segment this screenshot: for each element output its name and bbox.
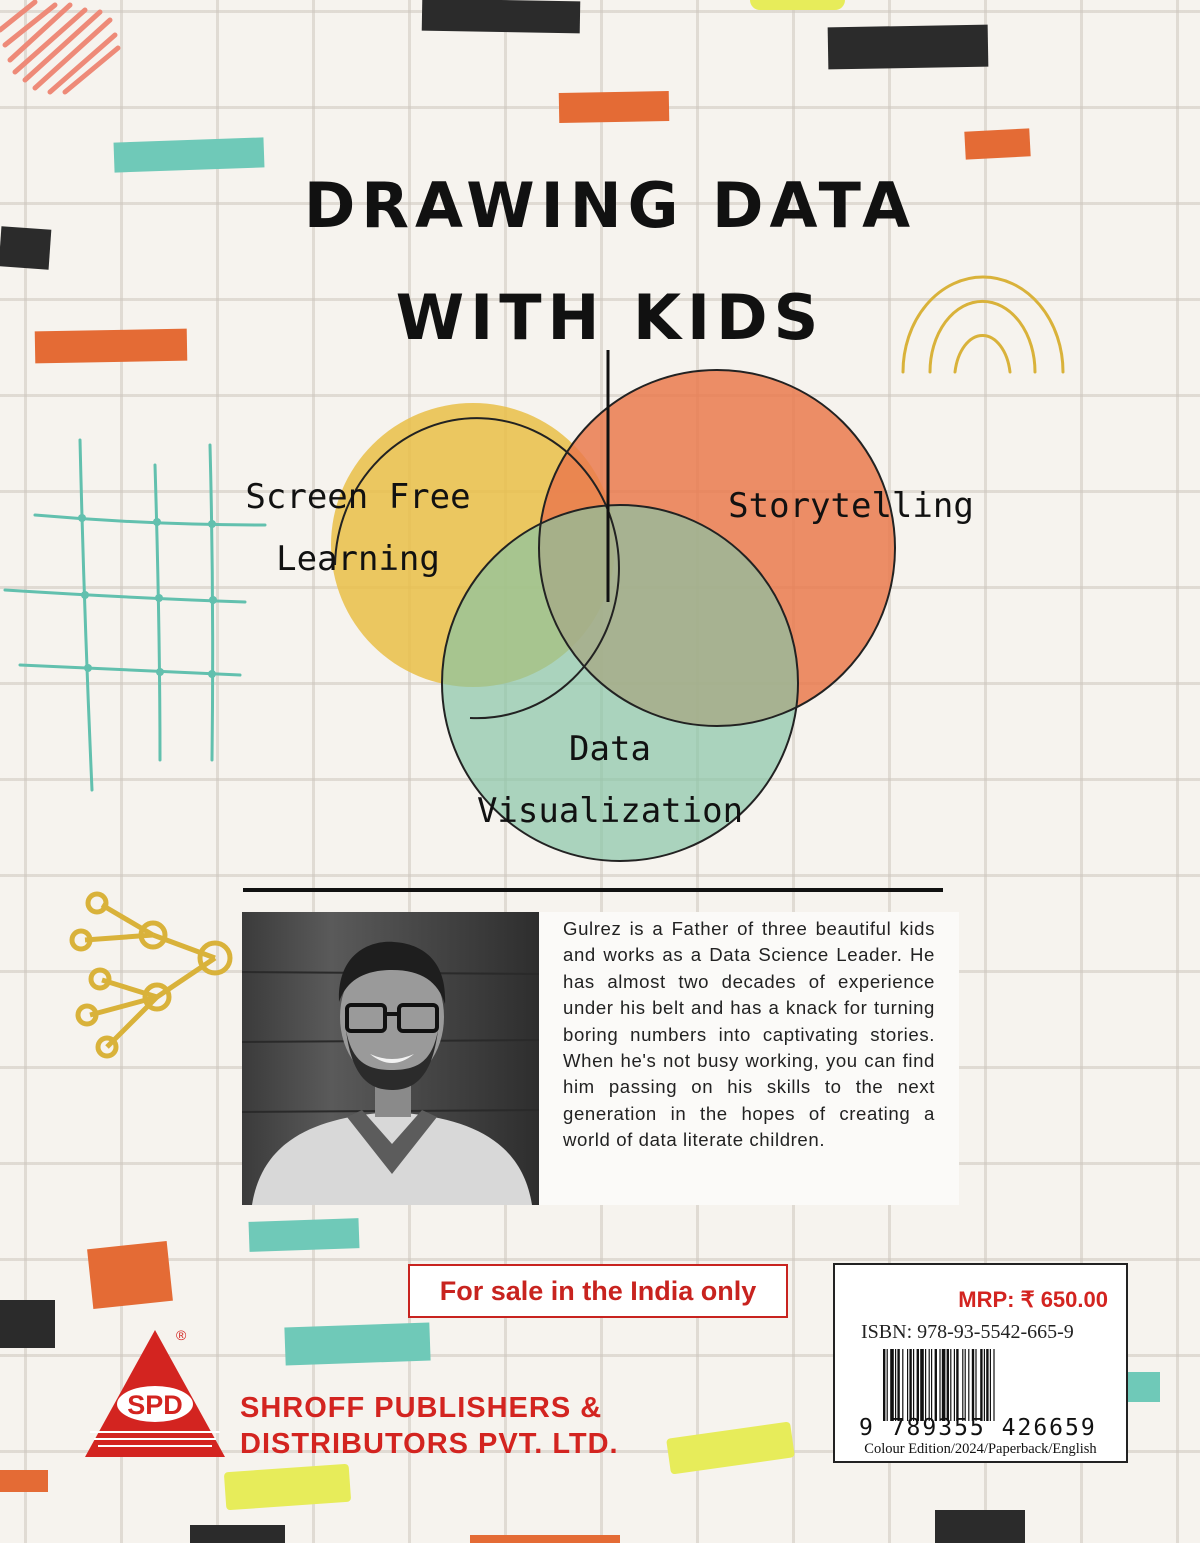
spd-logo [80, 1322, 230, 1462]
section-divider [243, 888, 943, 892]
barcode-bar [902, 1349, 903, 1421]
barcode-bar [986, 1349, 988, 1421]
pink-scribble-decoration [0, 0, 130, 100]
barcode-bar [962, 1349, 963, 1421]
tape-strip-decoration [964, 128, 1030, 159]
tape-strip-decoration [0, 226, 51, 269]
spd-logo-text: SPD [127, 1390, 183, 1420]
barcode-bar [972, 1349, 974, 1421]
venn-label-bottom-line2: Visualization [476, 791, 744, 831]
mrp-price: MRP: ₹ 650.00 [958, 1287, 1108, 1312]
barcode-bar [887, 1349, 888, 1421]
venn-label-screen-free-learning [218, 466, 498, 590]
tape-strip-decoration [0, 1300, 55, 1348]
barcode-bar [935, 1349, 937, 1421]
book-title-line2: WITH KIDS [395, 281, 825, 354]
barcode-bar [942, 1349, 946, 1421]
tape-strip-decoration [559, 91, 670, 123]
tape-strip-decoration [0, 1470, 48, 1492]
venn-label-data-visualization [460, 718, 760, 842]
barcode-bar [920, 1349, 924, 1421]
registered-mark: ® [176, 1327, 187, 1343]
tape-strip-decoration [249, 1218, 360, 1252]
tape-strip-decoration [190, 1525, 285, 1543]
tape-strip-decoration [35, 329, 188, 364]
book-title [260, 150, 960, 374]
tape-strip-decoration [935, 1510, 1025, 1543]
barcode-bar [931, 1349, 932, 1421]
barcode-bar [993, 1349, 994, 1421]
barcode-bar [883, 1349, 885, 1421]
publisher-name-line1: SHROFF PUBLISHERS & [240, 1392, 603, 1424]
barcode-digits: 9 789355 426659 [859, 1415, 1097, 1441]
barcode-bar [913, 1349, 914, 1421]
publisher-name-line2: DISTRIBUTORS PVT. LTD. [240, 1428, 619, 1460]
barcode-bar [909, 1349, 911, 1421]
barcode-bar [980, 1349, 982, 1421]
tape-strip-decoration [284, 1322, 430, 1365]
barcode-bar [895, 1349, 896, 1421]
tape-strip-decoration [224, 1464, 351, 1511]
sale-notice: For sale in the India only [408, 1264, 788, 1318]
book-title-line1: DRAWING DATA [303, 169, 917, 242]
barcode-bar [890, 1349, 894, 1421]
tape-strip-decoration [1125, 1372, 1160, 1402]
barcode-bar [956, 1349, 958, 1421]
barcode-bar [990, 1349, 991, 1421]
barcode-bar [950, 1349, 951, 1421]
venn-label-bottom-line1: Data [569, 729, 651, 769]
venn-label-left-line1: Screen Free [245, 477, 471, 517]
venn-label-storytelling: Storytelling [728, 486, 974, 526]
barcode [883, 1349, 1105, 1421]
barcode-bar [984, 1349, 985, 1421]
barcode-bar [925, 1349, 926, 1421]
author-photo [242, 912, 539, 1205]
isbn-number: ISBN: 978-93-5542-665-9 [861, 1321, 1074, 1343]
barcode-bar [968, 1349, 969, 1421]
barcode-bar [897, 1349, 899, 1421]
tape-strip-decoration [666, 1421, 795, 1474]
author-bio-text: Gulrez is a Father of three beautiful kids and works as a Data Science Leader. He has almost two decades of experience under his belt and has a knack for turning boring numbers into captivating stories. When he's not busy working, you can find him passing on his skills to the next generation in the hopes of creating a world of data literate children. [563, 918, 935, 1151]
network-doodle [65, 885, 245, 1065]
author-bio-panel [539, 912, 959, 1205]
venn-label-left-line2: Learning [276, 539, 440, 579]
edition-info: Colour Edition/2024/Paperback/English [864, 1441, 1097, 1457]
tape-strip-decoration [422, 0, 581, 33]
tape-strip-decoration [87, 1241, 173, 1309]
barcode-bar [965, 1349, 966, 1421]
barcode-bar [939, 1349, 940, 1421]
barcode-bar [975, 1349, 976, 1421]
tape-strip-decoration [114, 137, 265, 172]
barcode-bar [917, 1349, 919, 1421]
tape-strip-decoration [828, 25, 989, 70]
barcode-bar [929, 1349, 930, 1421]
barcode-bar [947, 1349, 949, 1421]
tape-strip-decoration [470, 1535, 620, 1543]
price-isbn-box [833, 1263, 1128, 1463]
tape-strip-decoration [750, 0, 845, 10]
barcode-bar [954, 1349, 955, 1421]
barcode-bar [907, 1349, 908, 1421]
